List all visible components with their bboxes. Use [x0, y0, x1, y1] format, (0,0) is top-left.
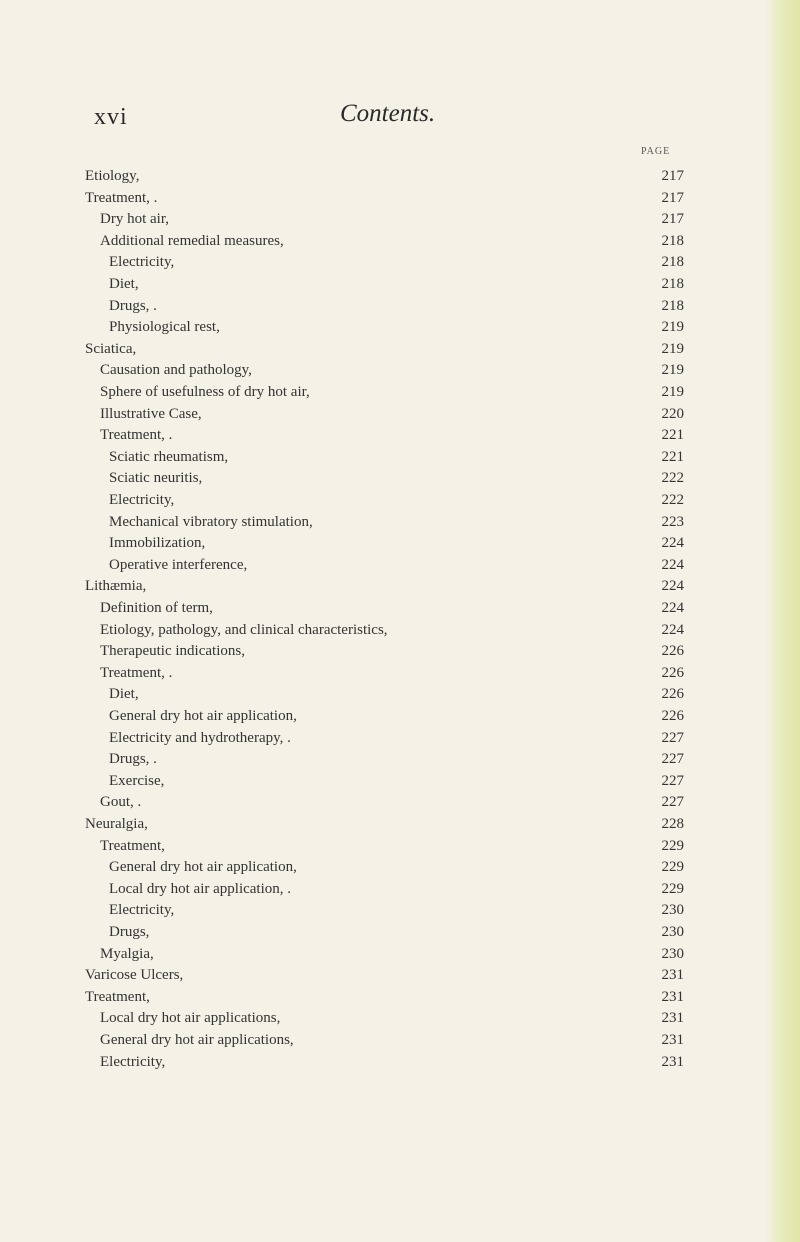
toc-entry-page: 222	[661, 492, 684, 508]
toc-entry-page: 224	[661, 578, 684, 595]
toc-entry-label: Drugs, .	[109, 297, 157, 314]
running-title: Contents.	[340, 100, 436, 127]
toc-entry-page: 218	[661, 254, 684, 271]
toc-entry-label: Physiological rest,	[109, 319, 220, 336]
toc-entry	[0, 816, 700, 836]
toc-entry-label: Illustrative Case,	[100, 405, 202, 422]
toc-entry-page: 217	[661, 211, 684, 228]
toc-entry-page: 218	[661, 276, 684, 292]
toc-entry-page: 223	[661, 513, 684, 530]
toc-entry	[0, 989, 700, 1009]
toc-entry-label: Therapeutic indications,	[100, 643, 245, 660]
toc-entry-page: 221	[661, 427, 684, 444]
toc-entry-page: 230	[661, 902, 684, 919]
toc-entry	[0, 838, 700, 858]
toc-entry-label: Local dry hot air application, .	[109, 880, 292, 897]
toc-entry-label: Mechanical vibratory stimulation,	[109, 513, 313, 530]
toc-entry-page: 228	[661, 816, 684, 832]
toc-entry-label: Sciatic neuritis,	[109, 470, 203, 487]
toc-entry	[0, 298, 700, 318]
toc-entry-page: 226	[661, 708, 684, 724]
toc-entry-label: Sciatica,	[85, 340, 137, 357]
toc-entry-label: Treatment,	[85, 988, 150, 1005]
toc-entry-page: 229	[661, 859, 684, 876]
toc-entry	[0, 686, 700, 706]
toc-entry-label: Neuralgia,	[85, 816, 148, 832]
toc-entry	[0, 211, 700, 231]
toc-entry	[0, 168, 700, 188]
toc-entry-page: 218	[661, 297, 684, 314]
toc-entry-label: Local dry hot air applications,	[100, 1010, 281, 1027]
toc-entry-label: Diet,	[109, 686, 139, 703]
toc-entry	[0, 362, 700, 382]
toc-entry	[0, 254, 700, 274]
toc-entry	[0, 622, 700, 642]
toc-entry-label: Electricity,	[109, 254, 175, 271]
toc-entry-label: General dry hot air applications,	[100, 1032, 294, 1048]
toc-entry-page: 226	[661, 664, 684, 681]
page-folio: xvi	[94, 104, 128, 130]
toc-entry-page: 224	[661, 621, 684, 638]
toc-entry	[0, 902, 700, 922]
toc-entry	[0, 557, 700, 577]
toc-entry	[0, 276, 700, 296]
toc-entry	[0, 427, 700, 447]
toc-entry	[0, 751, 700, 771]
toc-entry	[0, 514, 700, 534]
toc-entry-page: 220	[661, 405, 684, 422]
toc-entry-label: Treatment, .	[100, 664, 173, 681]
toc-entry-page: 224	[661, 535, 684, 552]
toc-entry-page: 227	[661, 729, 684, 746]
running-header	[94, 96, 654, 136]
toc-entry-label: Lithæmia,	[85, 578, 147, 595]
toc-entry	[0, 708, 700, 728]
toc-entry	[0, 492, 700, 512]
toc-entry	[0, 859, 700, 879]
toc-entry-page: 226	[661, 686, 684, 703]
toc-entry	[0, 233, 700, 253]
toc-entry-page: 222	[661, 470, 684, 487]
toc-entry-label: Treatment, .	[100, 427, 173, 444]
toc-entry-page: 217	[661, 189, 684, 206]
toc-entry-label: General dry hot air application,	[109, 708, 297, 724]
page-edge	[766, 0, 800, 1242]
toc-entry-page: 221	[661, 448, 684, 465]
toc-entry	[0, 535, 700, 555]
toc-entry-page: 231	[661, 988, 684, 1005]
toc-entry-label: Dry hot air,	[100, 211, 169, 228]
toc-entry-page: 217	[661, 168, 684, 184]
toc-entry	[0, 794, 700, 814]
toc-entry	[0, 924, 700, 944]
toc-entry-label: Drugs, .	[109, 751, 157, 768]
toc-entry-label: Causation and pathology,	[100, 362, 252, 379]
toc-entry-label: Sciatic rheumatism,	[109, 448, 229, 465]
toc-entry-page: 226	[661, 643, 684, 660]
toc-entry	[0, 319, 700, 339]
toc-entry-page: 227	[661, 794, 684, 811]
toc-entry-page: 224	[661, 600, 684, 616]
toc-entry-page: 227	[661, 772, 684, 789]
toc-entry-page: 219	[661, 340, 684, 357]
toc-entry-label: Varicose Ulcers,	[85, 967, 184, 984]
toc-entry	[0, 449, 700, 469]
toc-entry	[0, 190, 700, 210]
toc-entry-label: Operative interference,	[109, 556, 248, 573]
toc-entry-label: Myalgia,	[100, 945, 154, 962]
toc-entry-label: Etiology,	[85, 168, 140, 184]
toc-entry	[0, 665, 700, 685]
toc-entry-label: Electricity,	[100, 1053, 166, 1070]
toc-entry	[0, 341, 700, 361]
toc-entry-label: Treatment, .	[85, 189, 158, 206]
toc-entry-page: 219	[661, 384, 684, 400]
toc-entry	[0, 773, 700, 793]
toc-entry-page: 219	[661, 319, 684, 336]
toc-entry-label: Definition of term,	[100, 600, 213, 616]
toc-entry-page: 227	[661, 751, 684, 768]
toc-entry	[0, 384, 700, 404]
toc-entry-page: 229	[661, 837, 684, 854]
toc-entry	[0, 470, 700, 490]
toc-entry	[0, 881, 700, 901]
toc-entry	[0, 730, 700, 750]
page-column-label: PAGE	[641, 146, 671, 157]
toc-entry	[0, 1054, 700, 1074]
toc-entry-page: 229	[661, 880, 684, 897]
toc-entry-label: Immobilization,	[109, 535, 206, 552]
toc-entry-label: Electricity,	[109, 902, 175, 919]
toc-entry-page: 224	[661, 556, 684, 573]
toc-entry-page: 231	[661, 1032, 684, 1048]
toc-entry-label: General dry hot air application,	[109, 859, 297, 876]
toc-entry-label: Sphere of usefulness of dry hot air,	[100, 384, 310, 400]
toc-entry-label: Drugs,	[109, 924, 150, 940]
toc-entry-page: 219	[661, 362, 684, 379]
toc-entry-page: 218	[661, 232, 684, 249]
toc-entry	[0, 1032, 700, 1052]
toc-entry-label: Electricity,	[109, 492, 175, 508]
toc-entry	[0, 406, 700, 426]
toc-entry-label: Gout, .	[100, 794, 142, 811]
toc-entry	[0, 967, 700, 987]
toc-entry-label: Electricity and hydrotherapy, .	[109, 729, 291, 746]
toc-entry-page: 231	[661, 967, 684, 984]
toc-entry-label: Exercise,	[109, 772, 165, 789]
toc-entry-label: Additional remedial measures,	[100, 232, 284, 249]
toc-entry-page: 231	[661, 1053, 684, 1070]
toc-entry	[0, 643, 700, 663]
toc-entry	[0, 1010, 700, 1030]
toc-entry-label: Diet,	[109, 276, 139, 292]
toc-entry-page: 231	[661, 1010, 684, 1027]
toc-entry-page: 230	[661, 945, 684, 962]
toc-entry-label: Treatment,	[100, 837, 165, 854]
toc-entry-page: 230	[661, 924, 684, 940]
toc-entry	[0, 578, 700, 598]
toc-entry	[0, 600, 700, 620]
toc-entry-label: Etiology, pathology, and clinical characteristics,	[100, 621, 388, 638]
toc-entry	[0, 946, 700, 966]
